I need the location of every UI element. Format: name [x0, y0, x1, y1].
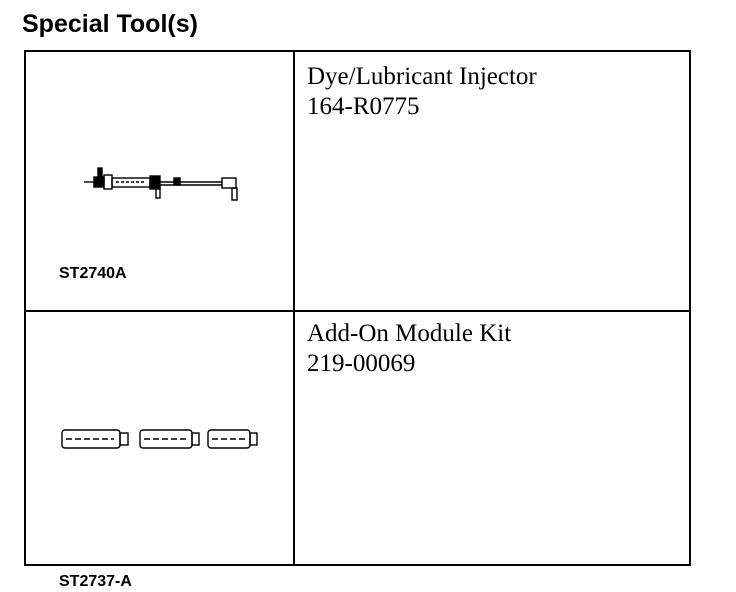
tool-name: Add-On Module Kit	[307, 320, 512, 347]
special-tools-table	[24, 50, 691, 590]
injector-illustration	[82, 160, 252, 204]
tool-row	[26, 310, 689, 590]
tool-code: ST2737-A	[59, 573, 132, 590]
tool-name: Dye/Lubricant Injector	[307, 63, 537, 90]
tool-image-cell	[26, 52, 293, 310]
tool-description-cell	[295, 52, 689, 310]
tool-code: ST2740A	[59, 265, 127, 282]
tool-row	[26, 52, 689, 310]
module-kit-illustration	[60, 424, 266, 454]
tool-description-cell	[295, 312, 689, 564]
tool-image-cell	[26, 312, 293, 590]
tool-part-number: 219-00069	[307, 350, 416, 377]
page-title: Special Tool(s)	[22, 10, 198, 38]
tool-part-number: 164-R0775	[307, 93, 420, 120]
